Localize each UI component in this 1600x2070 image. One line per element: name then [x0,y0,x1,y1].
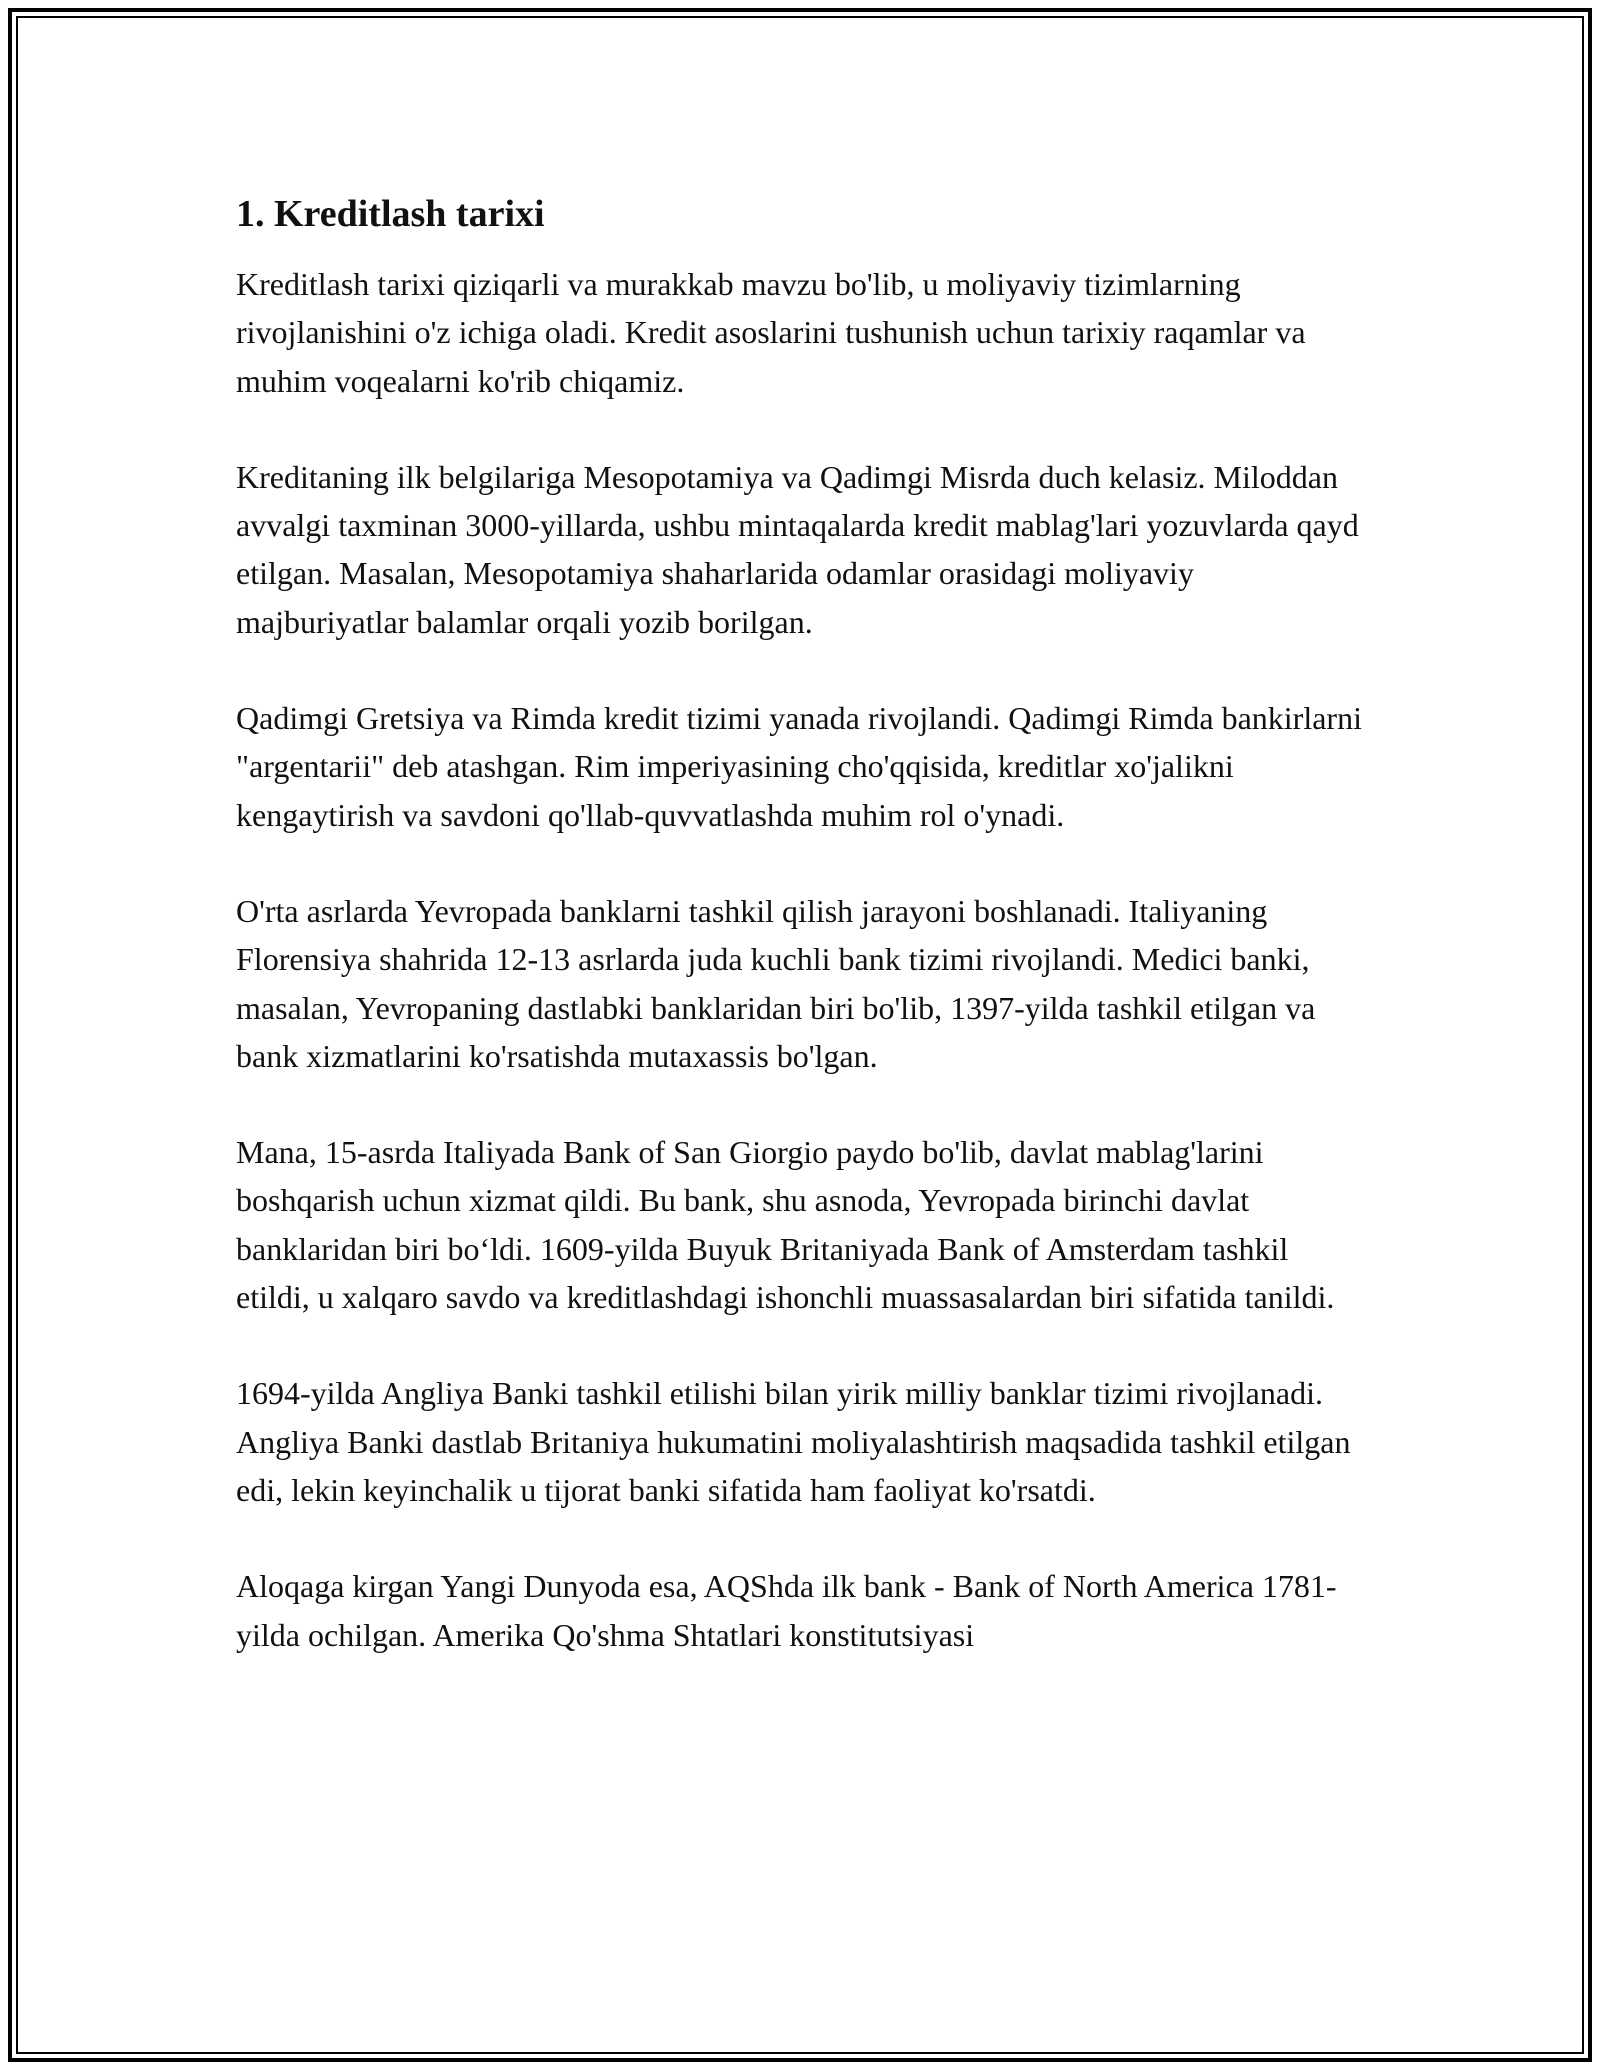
paragraph-3: Qadimgi Gretsiya va Rimda kredit tizimi yanada rivojlandi. Qadimgi Rimda bankirlarni "argentarii" deb atashgan. Rim imperiyasining cho'qqisida, kreditlar xo'jalikni kengaytirish va savdoni qo'llab-quvvatlashda muhim rol o'ynadi. [236,700,1362,833]
paragraph-4: O'rta asrlarda Yevropada banklarni tashkil qilish jarayoni boshlanadi. Italiyaning Florensiya shahrida 12-13 asrlarda juda kuchli bank tizimi rivojlandi. Medici banki, masalan, Yevropaning dastlabki banklaridan biri bo'lib, 1397-yilda tashkil etilgan va bank xizmatlarini ko'rsatishda mutaxassis bo'lgan. [236,892,1316,1074]
paragraph-7: Aloqaga kirgan Yangi Dunyoda esa, AQShda ilk bank - Bank of North America 1781-yilda ochilgan. Amerika Qo'shma Shtatlari konstitutsiyasi [236,1568,1337,1653]
section-title: 1. Kreditlash tarixi [236,193,545,235]
paragraph-6: 1694-yilda Angliya Banki tashkil etilishi bilan yirik milliy banklar tizimi rivojlanadi. Angliya Banki dastlab Britaniya hukumatini moliyalashtirish maqsadida tashkil etilgan edi, lekin keyinchalik u tijorat banki sifatida ham faoliyat ko'rsatdi. [236,1375,1351,1508]
document-body [236,182,1366,1707]
paragraph-1: Kreditlash tarixi qiziqarli va murakkab mavzu bo'lib, u moliyaviy tizimlarning rivojlanishini o'z ichiga oladi. Kredit asoslarini tushunish uchun tarixiy raqamlar va muhim voqealarni ko'rib chiqamiz. [236,266,1306,399]
paragraph-5: Mana, 15-asrda Italiyada Bank of San Giorgio paydo bo'lib, davlat mablag'larini boshqarish uchun xizmat qildi. Bu bank, shu asnoda, Yevropada birinchi davlat banklaridan biri bo‘ldi. 1609-yilda Buyuk Britaniyada Bank of Amsterdam tashkil etildi, u xalqaro savdo va kreditlashdagi ishonchli muassasalardan biri sifatida tanildi. [236,1134,1335,1316]
paragraph-2: Kreditaning ilk belgilariga Mesopotamiya va Qadimgi Misrda duch kelasiz. Miloddan avvalgi taxminan 3000-yillarda, ushbu mintaqalarda kredit mablag'lari yozuvlarda qayd etilgan. Masalan, Mesopotamiya shaharlarida odamlar orasidagi moliyaviy majburiyatlar balamlar orqali yozib borilgan. [236,458,1359,640]
